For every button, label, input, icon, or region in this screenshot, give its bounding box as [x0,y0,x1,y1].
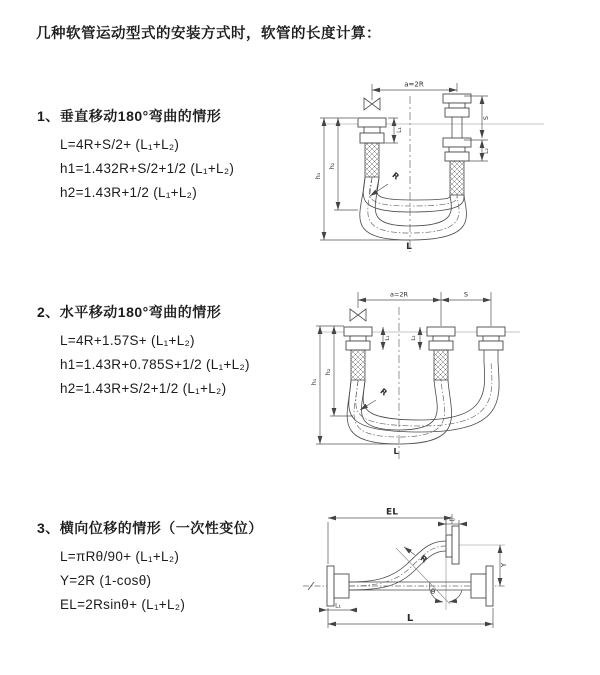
stroke-dimension [464,96,490,161]
radius-callout [360,387,389,410]
dim-span-label: a=2R [404,80,424,89]
dim-h2-label: h₂ [324,368,332,376]
dim-l1-label: L₁ [396,127,403,133]
formula-line: h1=1.432R+S/2+1/2 (L₁+L₂) [60,161,235,176]
radius-label: R [418,553,429,565]
section-1 [37,106,234,205]
right-fitting-lower [443,138,471,195]
section-3-heading: 3、横向位移的情形（一次性变位） [37,520,263,536]
length-label: L [393,447,399,456]
section-3 [37,518,263,617]
page-title: 几种软管运动型式的安装方式时，软管的长度计算： [36,26,381,42]
formula-line: h2=1.43R+S/2+1/2 (L₁+L₂) [60,381,227,396]
right-fitting-shifted [477,327,505,362]
diagram-horizontal-180-bend [308,282,600,462]
formula-line: EL=2Rsinθ+ (L₁+L₂) [60,597,186,612]
radius-label: R [390,170,401,182]
length-label: L [406,242,412,252]
hose-loops [347,362,499,444]
left-fitting [327,566,349,606]
dim-h1-label: h₁ [310,378,318,386]
dim-l2-label: L₂ [449,516,455,523]
diagram-lateral-displacement [300,498,600,660]
middle-fitting [427,327,455,380]
dim-h2-label: h₂ [328,162,336,170]
el-dimension [328,508,452,565]
dim-l2-label: L₂ [483,148,490,154]
formula-line: L=4R+1.57S+ (L₁+L₂) [60,333,195,348]
dim-span-label: a=2R [389,290,409,299]
left-fitting [344,327,372,380]
right-fitting-upper [443,94,471,138]
dim-s-label: S [482,115,490,121]
l-dimension [328,608,493,628]
dim-l1-label: L₁ [335,602,341,610]
formula-line: h2=1.43R+1/2 (L₁+L₂) [60,185,198,200]
dim-l1-label: L₁ [385,335,391,341]
top-dimensions [358,291,491,327]
section-2-heading: 2、水平移动180°弯曲的情形 [37,304,222,320]
y-dimension [500,545,508,586]
dim-h1-label: h₁ [314,172,322,180]
fitting-length-dims [383,327,420,350]
left-fitting [358,118,386,177]
l1-dimension [384,118,403,143]
dim-s-label: S [463,290,469,299]
dim-theta-label: θ [430,588,436,596]
formula-line: L=πRθ/90+ (L₁+L₂) [60,549,180,564]
radius-callout [396,547,450,604]
upper-flange-displaced [446,526,459,564]
length-label: L [406,613,414,624]
formula-line: h1=1.43R+0.785S+1/2 (L₁+L₂) [60,357,250,372]
dim-el-label: EL [386,507,398,518]
diagram-vertical-180-bend [312,74,592,254]
formula-line: L=4R+S/2+ (L₁+L₂) [60,137,180,152]
dim-l2-label: L₂ [411,335,417,341]
l1-dimension [319,603,357,611]
displaced-hose [349,541,446,590]
formula-line: Y=2R (1-cosθ) [60,573,152,588]
valve-icon [350,309,366,321]
section-2 [37,302,250,401]
section-1-heading: 1、垂直移动180°弯曲的情形 [37,108,222,124]
radius-label: R [378,386,389,398]
dim-y-label: Y [500,562,508,568]
